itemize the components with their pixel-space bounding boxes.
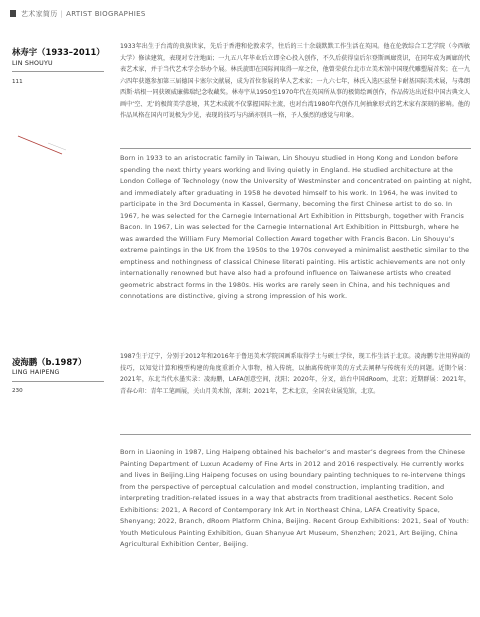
bio-en: Born in 1933 to an aristocratic family in Taiwan, Lin Shouyu studied in Hong Kong and London before spending the next thirty years working and living quietly in England. He studied architecture at the London College of Technology (now the University of Westminster and concentrated on painting at night, and immediately after graduating in 1958 he devoted himself to his work. In 1964, he was invited to participate in the 3rd Documenta in Kassel, Germany, becoming the first Chinese artist to do so. In 1967, he was selected for the Carnegie International Art Exhibition in Pittsburgh, together with Francis Bacon. In 1967, Lin was selected for the Carnegie International Art Exhibition in Pittsburgh, where he was awarded the William Fury Memorial Collection Award together with Francis Bacon. Lin Shouyu’s extreme paintings in the UK from the 1950s to the 1970s conveyed a minimalist aesthetic similar to the emptiness and nothingness of classical Chinese literati painting. His artistic achievements are not only internationally renowned but have also had a profound influence on Taiwanese artists who created geometric abstract forms in the 1980s. His works are rarely seen in China, and his techniques and connotations are distinctive, giving a strong impression of his work. [120,154,472,300]
bio-zh: 1987生于辽宁，分别于2012年和2016年于鲁迅美术学院国画系取得学士与硕士学位，现工作生活于北京。凌海鹏专注用界面的技巧，以知觉计算和模型构建的角度重新介入事物，植入传统，以抽离传统审美的方式去阐释与传统有关的问题。近期个展：2021年，东北当代水墨实录：凌海鹏，LAFA创意空间，沈阳；2020年，分叉，站台中国dRoom，北京；近期群展：2021年，青春心印：青年工笔画展，关山月美术馆，深圳；2021年，艺术北京，全国农业展览馆，北京。 [120,353,470,395]
bio-divider [120,434,471,435]
artist-name-en: LING HAIPENG [12,369,60,376]
artist-page-ref: 230 [12,388,23,394]
name-divider [12,381,104,382]
artist-name-en: LIN SHOUYU [12,60,53,67]
name-divider [12,71,104,72]
bio-en: Born in Liaoning in 1987, Ling Haipeng obtained his bachelor’s and master’s degrees from the Chinese Painting Department of Luxun Academy of Fine Arts in 2012 and 2016 respectively. He currently works and lives in Beijing.Ling Haipeng focuses on using boundary painting techniques to re-intervene things from the perspective of perceptual calculation and model construction, implanting tradition, and interpreting tradition-related issues in a way that abstracts from traditional aesthetics. Recent Solo Exhibitions: 2021, A Record of Contemporary Ink Art in Northeast China, LAFA Creativity Space, Shenyang; 2022, Branch, dRoom Platform China, Beijing. Recent Group Exhibitions: 2021, Seal of Youth: Youth Meticulous Painting Exhibition, Guan Shanyue Art Museum, Shenzhen; 2021, Art Beijing, China Agricultural Exhibition Center, Beijing. [120,448,470,548]
bio-zh: 1933年出生于台湾的贵族世家，先后于香港和伦敦求学，往后的三十余载默默工作生活在英国。他在伦敦综合工艺学院（今西敏大学）修读建筑，表现对专注地面；一九五八年毕业后立即全心投入创作，不久后获得皇后尔登斯画廊赏识，在同年成为画廊的代表艺术家，并于当代艺术学会举办个展。林氏旋即在国际间取得一席之位，他曾荣获台北市立美术馆中国现代雕塑展首奖；在一九六四年获邀参加第三届德国卡塞尔文献展，成为首位参展的华人艺术家；一九六七年，林氏入选匹兹堡卡耐基国际美术展，与弗朗西斯·培根一同获颁威廉佛瑞纪念收藏奖。林寿宇从1950至1970年代在英国所从事的极简绘画创作，作品传达出近似中国古典文人画中‘空、无’的极简美学意境，其艺术成就不仅掌握国际主流，也对台湾1980年代创作几何抽象形式的艺术家有深刻的影响。他的作品风格在国内可说极为少见，表现的技巧与内涵亦别具一格，予人强烈的感觉与印象。 [120,43,470,119]
section-title-zh: 艺术家简历 [21,10,58,18]
section-title: 艺术家简历 | ARTIST BIOGRAPHIES [21,10,146,18]
section-marker-icon [10,10,16,17]
page-header [0,0,480,28]
artist-page-ref: 111 [12,79,23,85]
bio-divider [120,148,471,149]
artist-name-zh: 林寿宇（1933–2011） [12,47,105,57]
artwork-red-line [18,136,62,154]
artwork-thumbnail [10,120,94,180]
section-title-en: ARTIST BIOGRAPHIES [66,10,146,18]
artist-name-zh: 凌海鹏（b.1987） [12,357,87,367]
